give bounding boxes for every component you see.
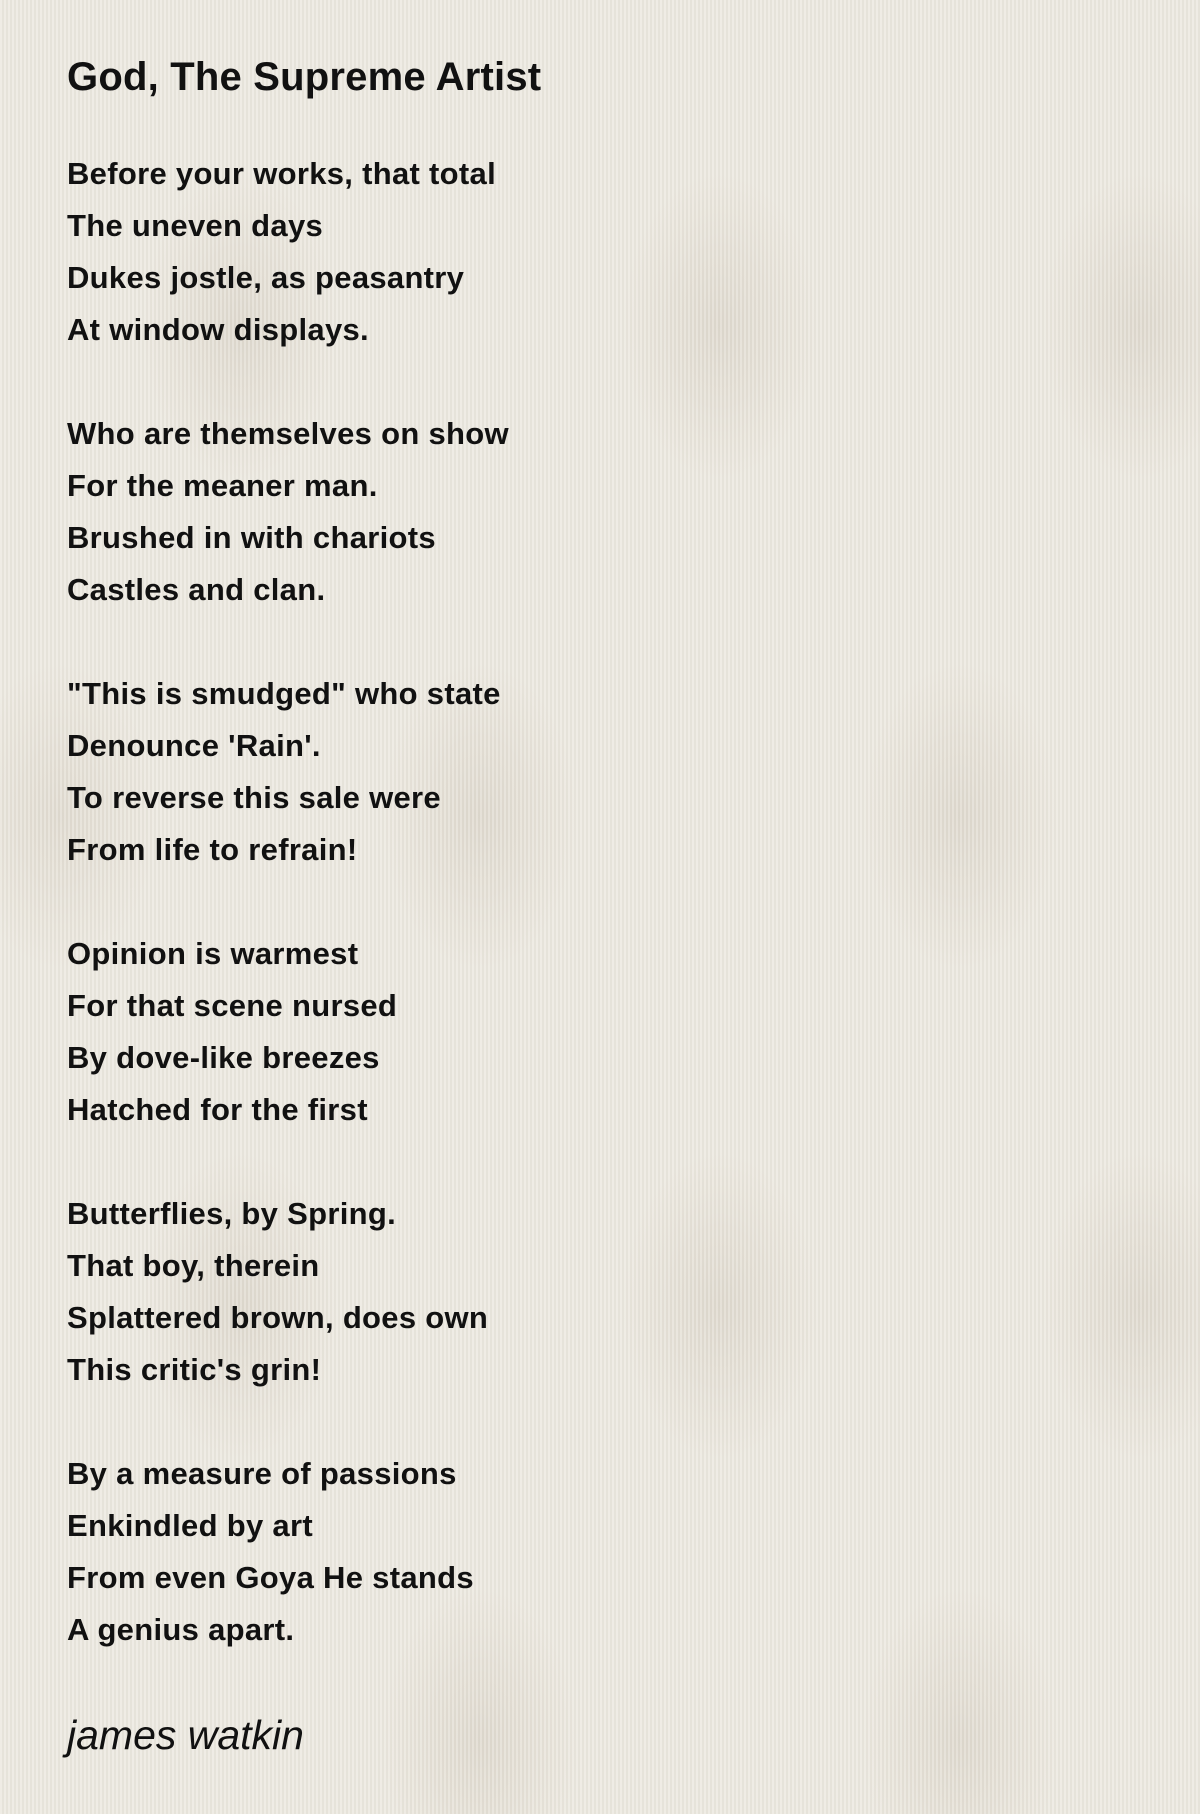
poem-line: By dove-like breezes [67,1040,380,1075]
poem-line: This critic's grin! [67,1352,322,1387]
poem-line: Who are themselves on show [67,416,509,451]
poem-body [67,148,1200,1656]
poem-line: The uneven days [67,208,324,243]
poem-line: Hatched for the first [67,1092,368,1127]
poem-line: A genius apart. [67,1612,295,1647]
poem-line: For that scene nursed [67,988,398,1023]
poem-line: By a measure of passions [67,1456,457,1491]
poem-line: From life to refrain! [67,832,358,867]
poem-author: james watkin [67,1712,304,1758]
poem-line: "This is smudged" who state [67,676,501,711]
poem-line: That boy, therein [67,1248,320,1283]
poem-title: God, The Supreme Artist [67,55,542,99]
stanza-5 [67,1188,1200,1396]
poem-line: Enkindled by art [67,1508,313,1543]
poem-line: Butterflies, by Spring. [67,1196,396,1231]
stanza-1 [67,148,1200,356]
poem-line: To reverse this sale were [67,780,441,815]
poem-line: Castles and clan. [67,572,326,607]
poem-line: For the meaner man. [67,468,378,503]
poem-line: Splattered brown, does own [67,1300,489,1335]
poem-line: At window displays. [67,312,369,347]
stanza-2 [67,408,1200,616]
stanza-4 [67,928,1200,1136]
poem-line: Denounce 'Rain'. [67,728,321,763]
stanza-3 [67,668,1200,876]
stanza-6 [67,1448,1200,1656]
poem-line: Dukes jostle, as peasantry [67,260,465,295]
poem-line: From even Goya He stands [67,1560,474,1595]
poem-line: Before your works, that total [67,156,496,191]
poem-line: Opinion is warmest [67,936,359,971]
poem-line: Brushed in with chariots [67,520,436,555]
